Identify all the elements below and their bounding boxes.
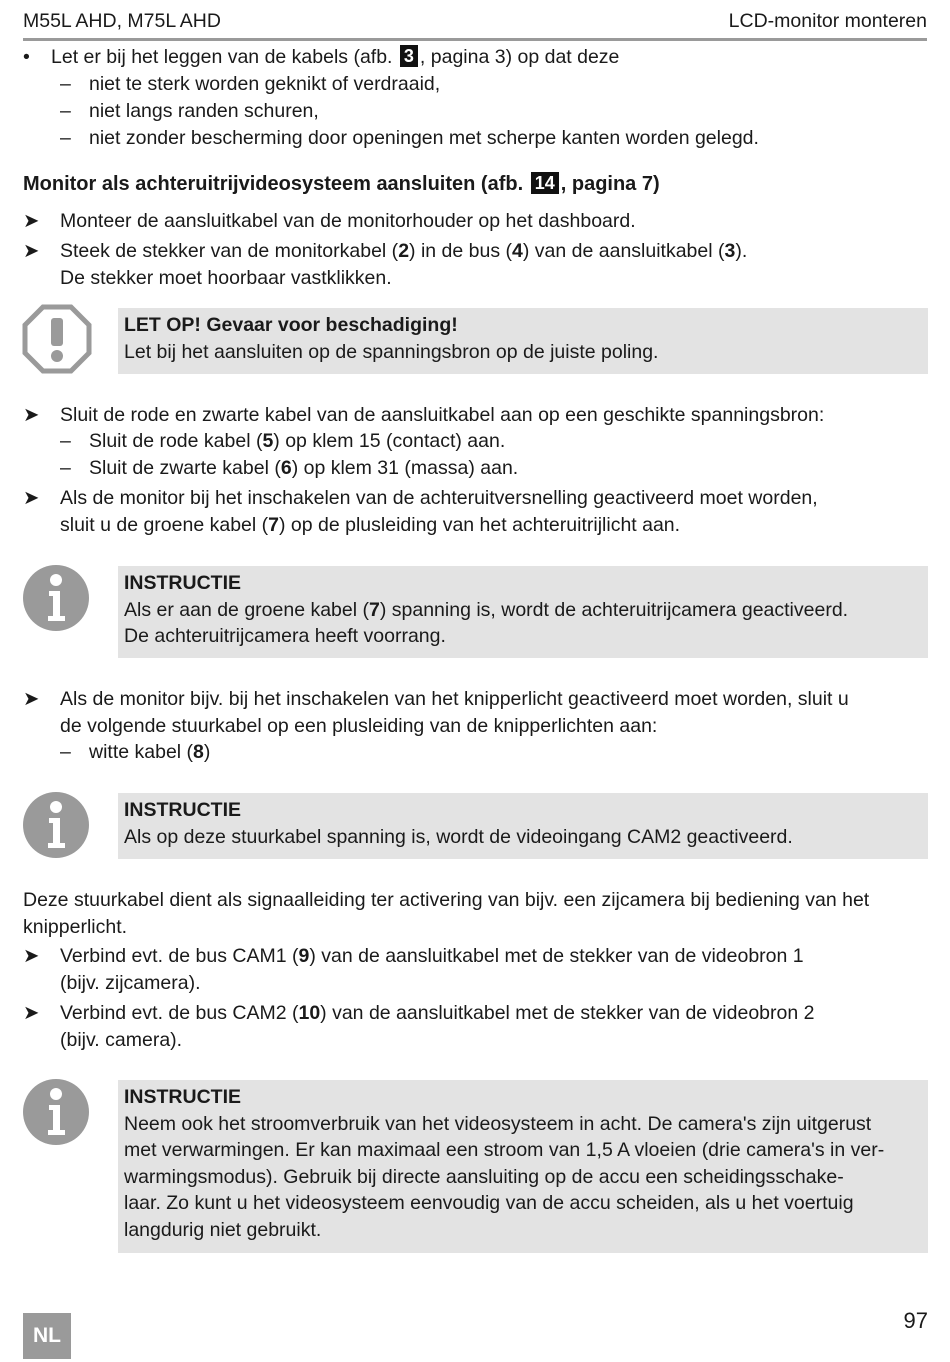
step-5-line-1: Als de monitor bijv. bij het inschakelen van het knipperlicht geactiveerd moet worden, sluit u	[60, 688, 849, 710]
instruction-text-line: Als er aan de groene kabel (7) spanning is, wordt de achteruitrijcamera geactiveerd.	[124, 598, 849, 621]
instruction-text-line: Als op deze stuurkabel spanning is, wordt de videoingang CAM2 geactiveerd.	[124, 825, 793, 848]
info-icon	[22, 1078, 90, 1146]
instruction-text-line: langdurig niet gebruikt.	[124, 1218, 322, 1241]
figure-ref-tag: 14	[531, 172, 559, 194]
dash-mark: –	[60, 457, 71, 479]
body-paragraph-line-1: Deze stuurkabel dient als signaalleiding ter activering van bijv. een zijcamera bij bediening van het	[23, 889, 870, 911]
instruction-title: INSTRUCTIE	[124, 799, 241, 821]
instruction-text-line: De achteruitrijcamera heeft voorrang.	[124, 625, 446, 647]
header-section-title: LCD-monitor monteren	[728, 10, 927, 32]
step-4-line-2: sluit u de groene kabel (7) op de plusleiding van het achteruitrijlicht aan.	[60, 514, 681, 536]
dash-mark: –	[60, 430, 71, 452]
instruction-text-line: met verwarmingen. Er kan maximaal een stroom van 1,5 A vloeien (drie camera's in ver-	[124, 1139, 885, 1161]
language-badge: NL	[23, 1313, 71, 1359]
warning-text: Let bij het aansluiten op de spanningsbron op de juiste poling.	[124, 340, 659, 363]
step-3: Sluit de rode en zwarte kabel van de aansluitkabel aan op een geschikte spanningsbron:	[60, 404, 825, 426]
step-3-dash-2: Sluit de zwarte kabel (6) op klem 31 (massa) aan.	[89, 457, 519, 479]
section-heading: Monitor als achteruitrijvideosysteem aansluiten (afb. 14 , pagina 7)	[23, 173, 660, 195]
intro-bullet: Let er bij het leggen van de kabels (afb. 3 , pagina 3) op dat deze	[51, 46, 620, 68]
header-model: M55L AHD, M75L AHD	[23, 10, 221, 32]
instruction-box-1	[118, 566, 928, 658]
instruction-text-line: Neem ook het stroomverbruik van het videosysteem in acht. De camera's zijn uitgerust	[124, 1112, 872, 1135]
warning-box	[118, 308, 928, 374]
step-2-line-2: De stekker moet hoorbaar vastklikken.	[60, 267, 392, 289]
step-2: Steek de stekker van de monitorkabel (2) in de bus (4) van de aansluitkabel (3).	[60, 240, 748, 262]
arrow-icon: ➤	[23, 487, 40, 509]
intro-dash-2: niet langs randen schuren,	[89, 100, 319, 122]
dash-mark: –	[60, 73, 71, 95]
dash-mark: –	[60, 100, 71, 122]
warning-title: LET OP! Gevaar voor beschadiging!	[124, 314, 458, 336]
instruction-title: INSTRUCTIE	[124, 572, 241, 594]
bullet-dot: •	[23, 46, 30, 68]
arrow-icon: ➤	[23, 1002, 40, 1024]
arrow-icon: ➤	[23, 688, 40, 710]
step-5-line-2: de volgende stuurkabel op een plusleiding van de knipperlichten aan:	[60, 715, 658, 737]
arrow-icon: ➤	[23, 240, 40, 262]
page-number: 97	[903, 1308, 928, 1333]
step-6: Verbind evt. de bus CAM1 (9) van de aansluitkabel met de stekker van de videobron 1	[60, 945, 804, 967]
instruction-text-line: warmingsmodus). Gebruik bij directe aansluiting op de accu een scheidingsschake-	[124, 1165, 844, 1188]
step-5-dash: witte kabel (8)	[89, 741, 211, 763]
step-7: Verbind evt. de bus CAM2 (10) van de aansluitkabel met de stekker van de videobron 2	[60, 1002, 815, 1024]
instruction-box-3	[118, 1080, 928, 1253]
body-paragraph-line-2: knipperlicht.	[23, 916, 128, 938]
info-icon	[22, 791, 90, 859]
instruction-box-2	[118, 793, 928, 859]
arrow-icon: ➤	[23, 404, 40, 426]
dash-mark: –	[60, 127, 71, 149]
info-icon	[22, 564, 90, 632]
page-header	[23, 8, 927, 41]
intro-dash-1: niet te sterk worden geknikt of verdraaid,	[89, 73, 441, 95]
instruction-text-line: laar. Zo kunt u het videosysteem eenvoudig van de accu scheiden, als u het voertuig	[124, 1192, 854, 1214]
step-3-dash-1: Sluit de rode kabel (5) op klem 15 (contact) aan.	[89, 430, 506, 452]
figure-ref-tag: 3	[400, 45, 418, 67]
step-4-line-1: Als de monitor bij het inschakelen van de achteruitversnelling geactiveerd moet worden,	[60, 487, 818, 509]
arrow-icon: ➤	[23, 945, 40, 967]
step-1: Monteer de aansluitkabel van de monitorhouder op het dashboard.	[60, 210, 636, 232]
intro-dash-3: niet zonder bescherming door openingen met scherpe kanten worden gelegd.	[89, 127, 759, 149]
dash-mark: –	[60, 741, 71, 763]
arrow-icon: ➤	[23, 210, 40, 232]
step-7-line-2: (bijv. camera).	[60, 1029, 183, 1051]
step-6-line-2: (bijv. zijcamera).	[60, 972, 201, 994]
warning-octagon-icon	[22, 304, 92, 374]
instruction-title: INSTRUCTIE	[124, 1086, 241, 1108]
